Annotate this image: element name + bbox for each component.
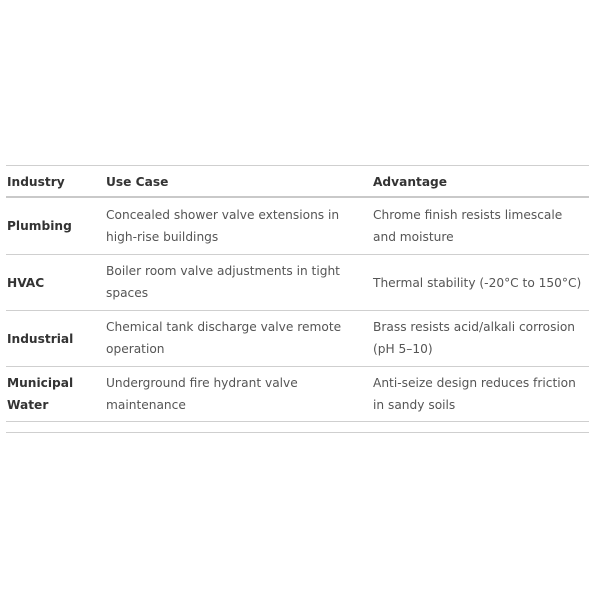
cell-use-case: Boiler room valve adjustments in tight spaces bbox=[106, 264, 340, 300]
table-row bbox=[6, 198, 589, 254]
cell-industry: Plumbing bbox=[7, 219, 72, 233]
table-row bbox=[6, 367, 589, 421]
cell-use-case: Chemical tank discharge valve remote operation bbox=[106, 320, 342, 356]
cell-use-case: Concealed shower valve extensions in high-rise buildings bbox=[106, 208, 340, 244]
cell-industry: Industrial bbox=[7, 331, 74, 346]
table-row bbox=[6, 311, 589, 366]
cell-use-case: Underground fire hydrant valve maintenance bbox=[106, 376, 298, 412]
cell-advantage: Chrome finish resists limescale and moisture bbox=[373, 208, 563, 244]
cell-advantage: Thermal stability (-20°C to 150°C) bbox=[373, 275, 582, 290]
cell-industry: HVAC bbox=[7, 275, 45, 290]
header-use-case: Use Case bbox=[106, 174, 169, 189]
table-row bbox=[6, 255, 589, 310]
table-bottom-border bbox=[6, 421, 589, 422]
header-advantage: Advantage bbox=[373, 174, 448, 189]
cell-advantage: Brass resists acid/alkali corrosion (pH 5–10) bbox=[373, 320, 576, 356]
cell-advantage: Anti-seize design reduces friction in sandy soils bbox=[373, 376, 576, 412]
table-header-row bbox=[6, 166, 589, 197]
table-footer-border bbox=[6, 432, 589, 433]
header-industry: Industry bbox=[7, 174, 65, 189]
cell-industry: Municipal Water bbox=[7, 376, 74, 412]
